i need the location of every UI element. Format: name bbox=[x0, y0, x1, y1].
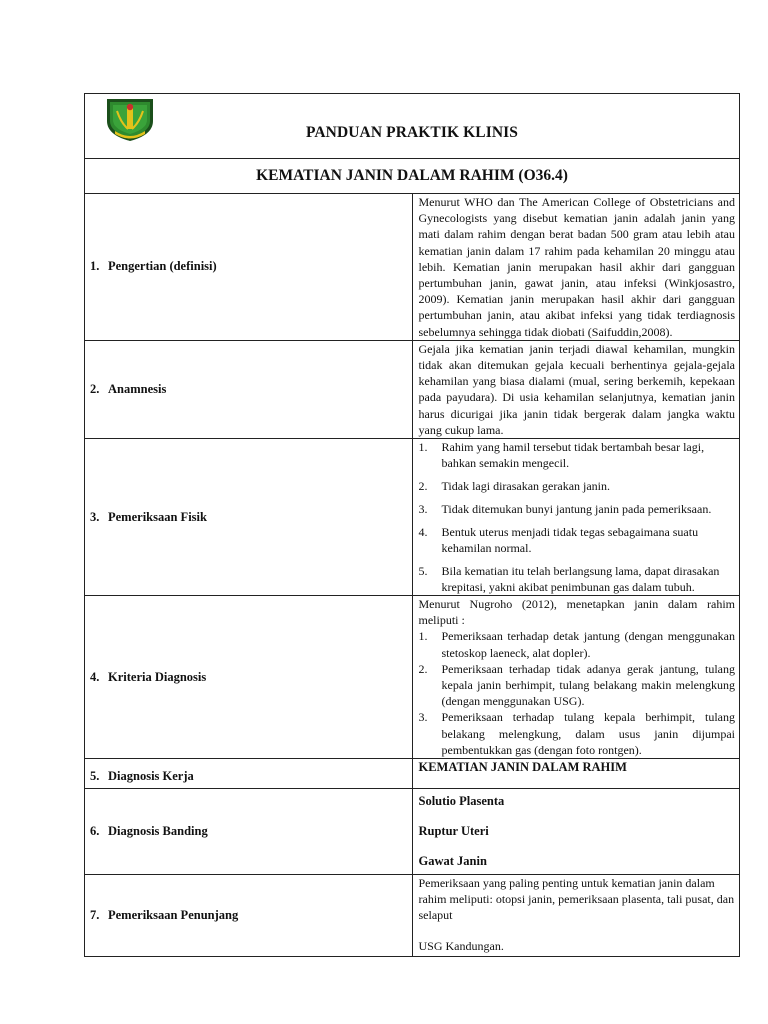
differential-item: Solutio Plasenta bbox=[418, 794, 505, 809]
list-item: 3. Pemeriksaan terhadap tulang kepala berhimpit, tulang belakang melengkung, dalam usus janin dijumpai pembentukkan gas (dengan foto rontgen). bbox=[418, 710, 735, 757]
section-number: 5. bbox=[90, 769, 100, 784]
section-row-diagnosis-banding bbox=[85, 789, 740, 875]
list-item: 1. Rahim yang hamil tersebut tidak bertambah besar lagi, bahkan semakin mengecil. bbox=[418, 440, 705, 471]
list-item: 1. Pemeriksaan terhadap detak jantung (dengan menggunakan stetoskop laeneck, alat dopler). bbox=[418, 629, 735, 660]
section-label: Pemeriksaan Penunjang bbox=[108, 908, 239, 923]
list-item: 5. Bila kematian itu telah berlangsung lama, dapat dirasakan krepitasi, yakni akibat penimbunan gas dalam tubuh. bbox=[418, 563, 720, 594]
section-label: Kriteria Diagnosis bbox=[108, 669, 207, 684]
section-row-kriteria-diagnosis bbox=[85, 596, 740, 759]
section-label: Pengertian (definisi) bbox=[108, 259, 217, 274]
list-item: 2. Pemeriksaan terhadap tidak adanya gerak jantung, tulang kepala janin berhimpit, tulang belakang makin melengkung (dengan menggunakan USG). bbox=[418, 661, 735, 709]
document-header bbox=[84, 93, 740, 158]
subtitle-row bbox=[85, 159, 740, 194]
differential-item: Ruptur Uteri bbox=[418, 824, 489, 839]
section-label-cell bbox=[85, 759, 413, 789]
section-row-pemeriksaan-fisik bbox=[85, 439, 740, 596]
section-row-anamnesis bbox=[85, 340, 740, 438]
section-content bbox=[412, 875, 740, 957]
section-number: 1. bbox=[90, 259, 100, 274]
section-label-cell bbox=[85, 789, 413, 875]
section-label-cell bbox=[85, 194, 413, 341]
section-label: Pemeriksaan Fisik bbox=[108, 509, 207, 524]
section-label-cell bbox=[85, 340, 413, 438]
document-title: PANDUAN PRAKTIK KLINIS bbox=[305, 124, 519, 141]
anamnesis-text: Gejala jika kematian janin terjadi diawal kehamilan, mungkin tidak akan ditemukan gejala kecuali berhentinya gejala-gejala kehamilan yang biasa dialami (mual, sering berkemih, kepekaan pada payudara). Di usia kehamilan selanjutnya, kematian janin harus dicurigai jika janin tidak bergerak dalam jangka waktu yang cukup lama. bbox=[418, 341, 735, 437]
physical-exam-list bbox=[419, 439, 736, 595]
section-label: Diagnosis Banding bbox=[108, 824, 208, 839]
definition-text: Menurut WHO dan The American College of Obstetricians and Gynecologists yang disebut kematian janin adalah janin yang mati dalam rahim dengan berat badan 500 gram atau lebih atau kematian janin dalam 17 rahim pada kehamilan 20 minggu atau lebih. Kematian janin merupakan hasil akhir dari gangguan pertumbuhan janin, gawat janin, atau infeksi (Winkjosastro, 2009). Kematian janin merupakan hasil akhir dari gangguan pertumbuhan janin, atau akibat infeksi yang tidak terdiagnosis sebelumnya sehingga tidak diobati (Saifuddin,2008). bbox=[418, 195, 735, 339]
section-row-pemeriksaan-penunjang bbox=[85, 875, 740, 957]
list-item: 2. Tidak lagi dirasakan gerakan janin. bbox=[418, 479, 611, 494]
section-label-cell bbox=[85, 596, 413, 759]
section-content bbox=[412, 439, 740, 596]
section-content bbox=[412, 194, 740, 341]
section-label: Anamnesis bbox=[108, 381, 167, 396]
section-content bbox=[412, 759, 740, 789]
section-number: 7. bbox=[90, 908, 100, 923]
section-label-cell bbox=[85, 875, 413, 957]
section-content bbox=[412, 789, 740, 875]
section-number: 2. bbox=[90, 381, 100, 396]
supporting-exam-text: Pemeriksaan yang paling penting untuk kematian janin dalam rahim meliputi: otopsi janin, pemeriksaan plasenta, tali pusat, dan selaput bbox=[418, 876, 735, 923]
section-label: Diagnosis Kerja bbox=[108, 769, 194, 784]
guide-table bbox=[84, 158, 740, 957]
section-label-cell bbox=[85, 439, 413, 596]
section-content bbox=[412, 340, 740, 438]
list-item: 4. Bentuk uterus menjadi tidak tegas sebagaimana suatu kehamilan normal. bbox=[418, 524, 699, 555]
clinical-guide-sheet bbox=[84, 93, 740, 957]
section-number: 4. bbox=[90, 669, 100, 684]
section-number: 3. bbox=[90, 509, 100, 524]
section-row-diagnosis-kerja bbox=[85, 759, 740, 789]
list-item: 3. Tidak ditemukan bunyi jantung janin pada pemeriksaan. bbox=[418, 501, 712, 516]
section-content bbox=[412, 596, 740, 759]
working-diagnosis: KEMATIAN JANIN DALAM RAHIM bbox=[418, 760, 627, 775]
supporting-exam-text-2: USG Kandungan. bbox=[418, 938, 504, 953]
document-subtitle: KEMATIAN JANIN DALAM RAHIM (O36.4) bbox=[85, 159, 740, 194]
differential-item: Gawat Janin bbox=[418, 854, 487, 869]
section-number: 6. bbox=[90, 824, 100, 839]
criteria-intro: Menurut Nugroho (2012), menetapkan janin dalam rahim meliputi : bbox=[418, 597, 735, 628]
section-row-pengertian bbox=[85, 194, 740, 341]
diagnosis-criteria-list bbox=[419, 628, 736, 758]
